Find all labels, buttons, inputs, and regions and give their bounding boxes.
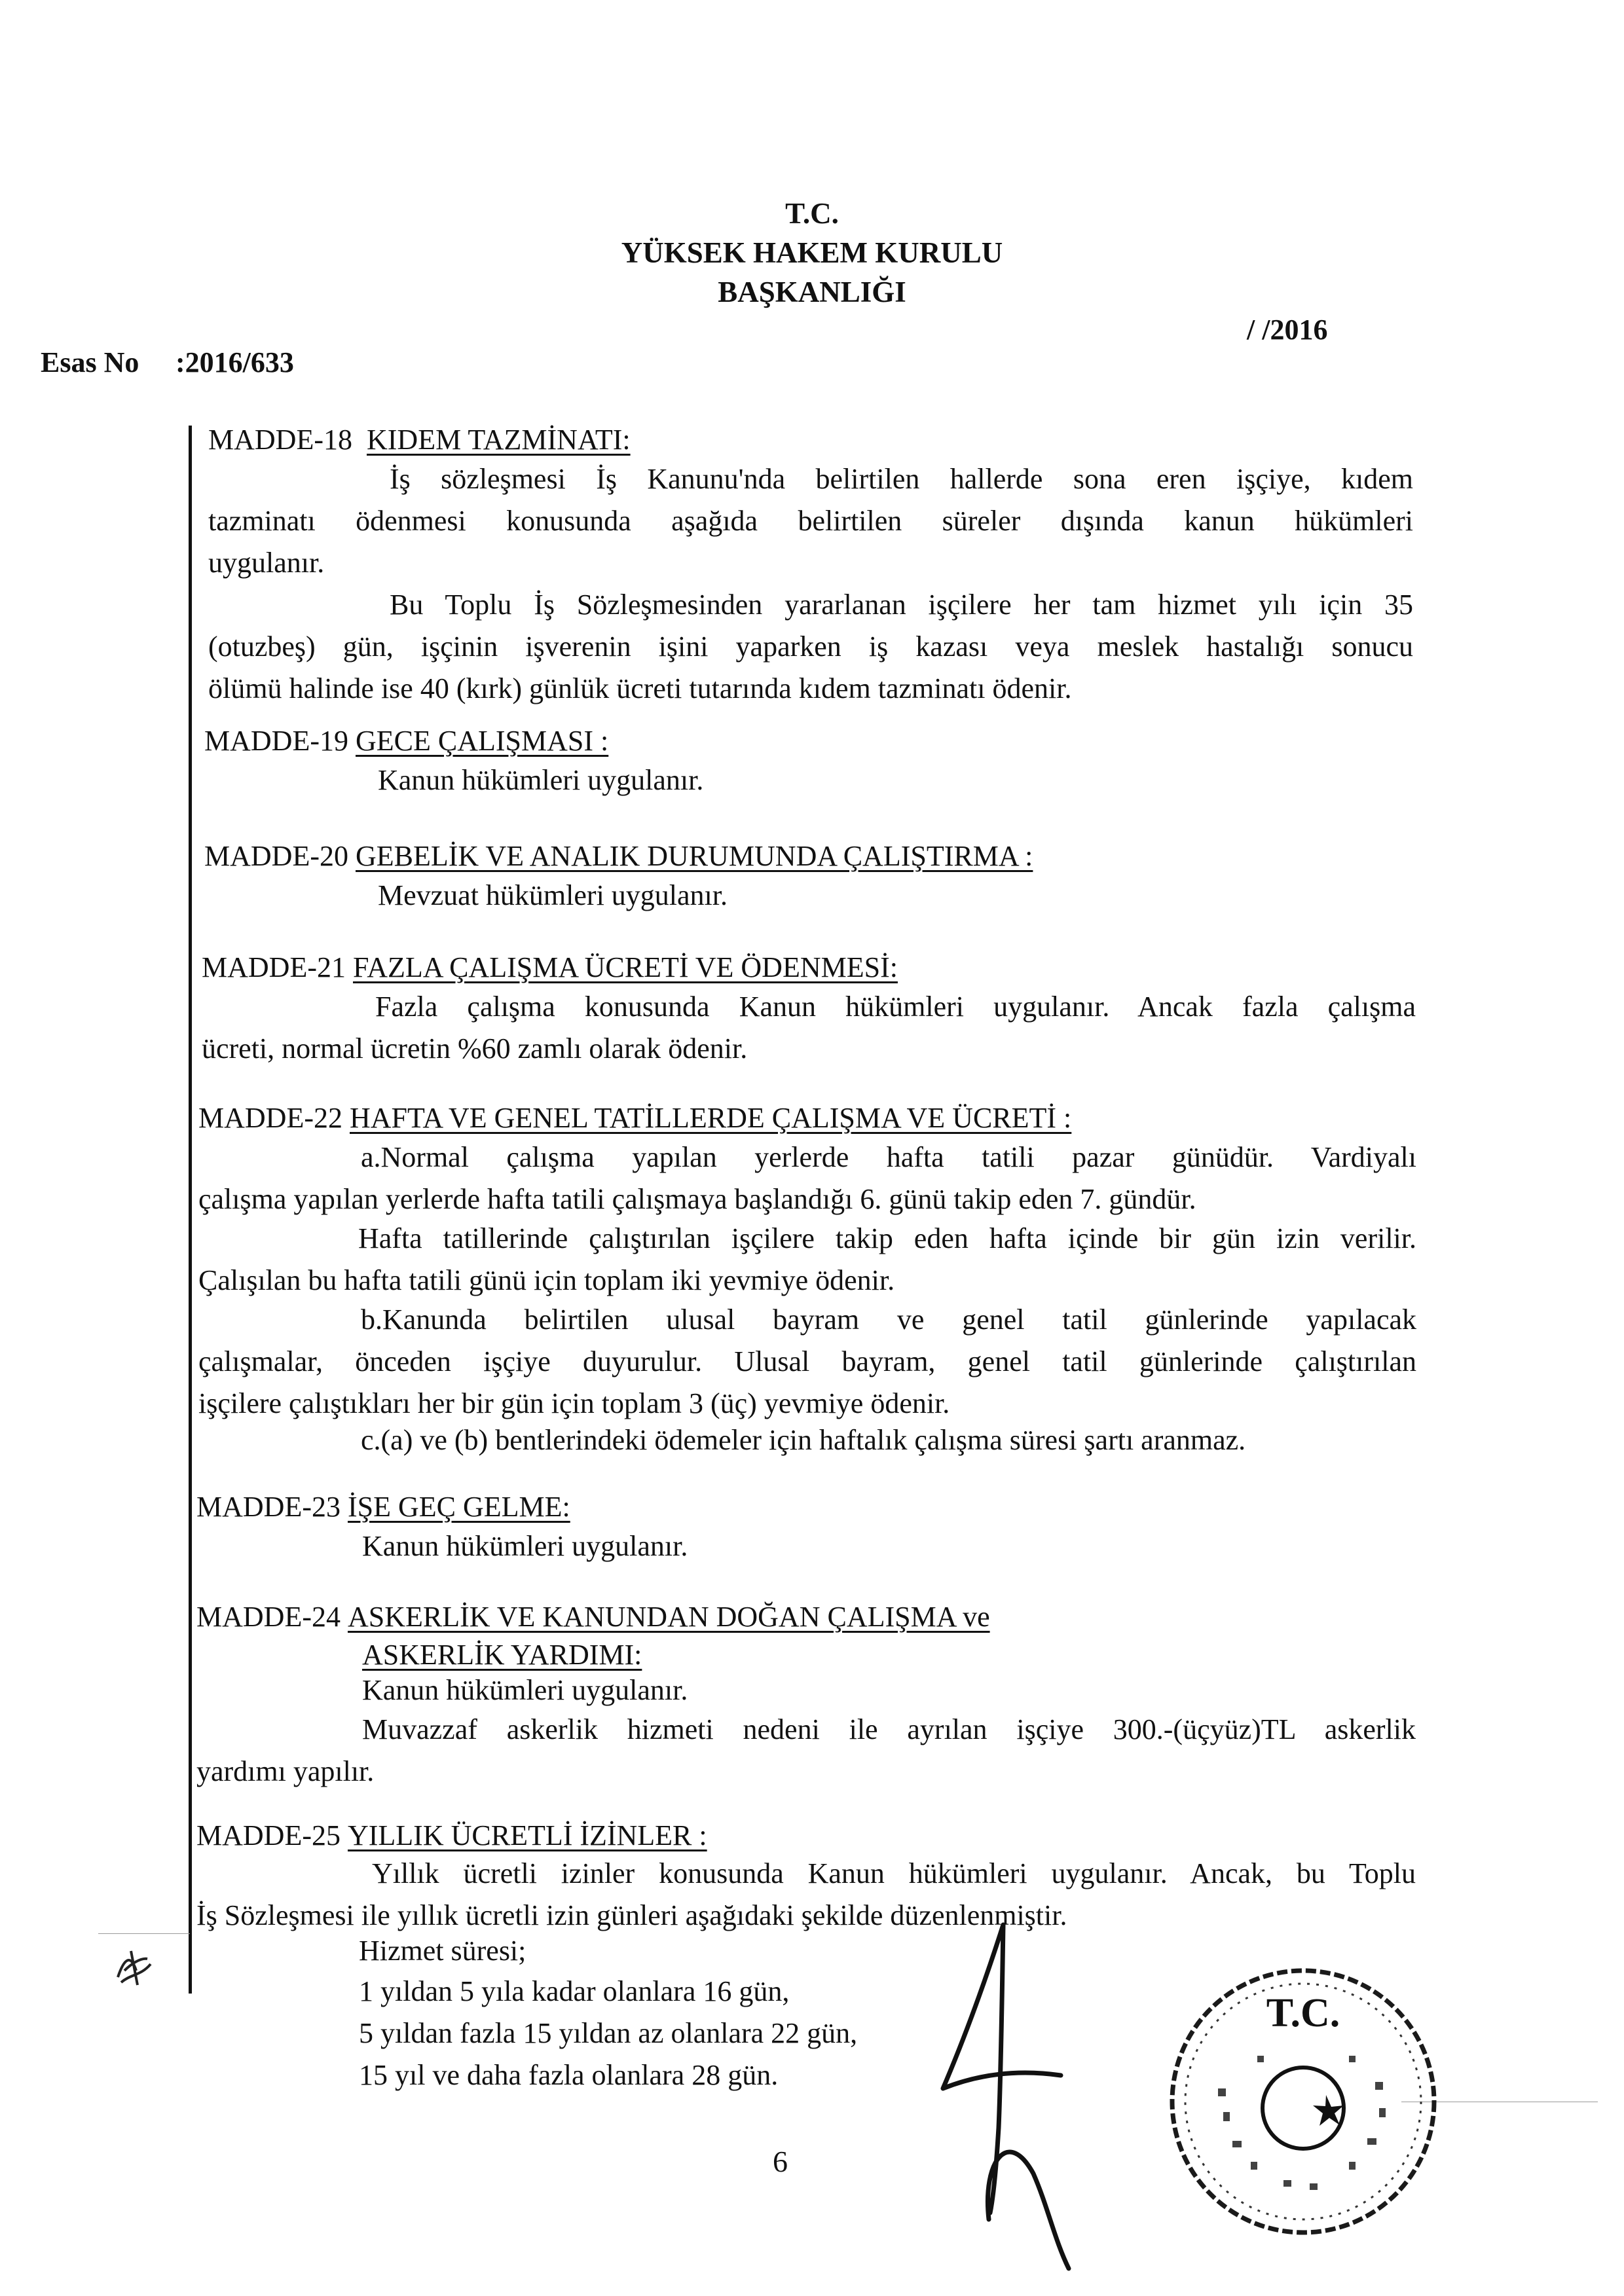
article-22-paragraph-c (361, 1419, 1246, 1461)
article-22-paragraph-b (198, 1299, 1416, 1425)
article-22-paragraph-holiday (198, 1218, 1416, 1302)
article-20-heading (204, 835, 1033, 877)
text-line: Muvazzaf askerlik hizmeti nedeni ile ayrılan işçiye 300.-(üçyüz)TL askerlik (362, 1713, 1416, 1745)
text-line: çalışmalar, önceden işçiye duyurulur. Ulusal bayram, genel tatil günlerinde çalıştırılan (198, 1345, 1416, 1377)
header-tc: T.C. (785, 197, 839, 230)
document-date: / /2016 (1247, 314, 1328, 346)
text-line: Kanun hükümleri uygulanır. (362, 1530, 688, 1562)
article-25-heading (196, 1815, 707, 1857)
text-line: uygulanır. (208, 547, 325, 579)
text-line: tazminatı ödenmesi konusunda aşağıda belirtilen süreler dışında kanun hükümleri (208, 505, 1413, 537)
article-number: MADDE-20 (204, 840, 348, 872)
article-number: MADDE-21 (202, 951, 346, 983)
text-line: işçilere çalıştıkları her bir gün için toplam 3 (üç) yevmiye ödenir. (198, 1387, 950, 1419)
article-25-list-intro (359, 1930, 526, 1972)
article-title: HAFTA VE GENEL TATİLLERDE ÇALIŞMA VE ÜCRETİ : (349, 1102, 1072, 1134)
article-19-heading (204, 720, 608, 762)
article-title: KIDEM TAZMİNATI: (366, 424, 631, 456)
article-number: MADDE-19 (204, 725, 348, 757)
article-title: GEBELİK VE ANALIK DURUMUNDA ÇALIŞTIRMA : (355, 840, 1033, 872)
article-23-heading (196, 1486, 570, 1528)
article-title: ASKERLİK VE KANUNDAN DOĞAN ÇALIŞMA ve (347, 1601, 990, 1633)
text-line: Mevzuat hükümleri uygulanır. (378, 879, 728, 911)
text-line: Kanun hükümleri uygulanır. (362, 1674, 688, 1706)
text-line: Fazla çalışma konusunda Kanun hükümleri uygulanır. Ancak fazla çalışma (375, 991, 1416, 1023)
text-line: b.Kanunda belirtilen ulusal bayram ve genel tatil günlerinde yapılacak (361, 1303, 1416, 1336)
article-23-text (362, 1525, 688, 1567)
header-presidency: BAŞKANLIĞI (718, 276, 906, 308)
text-line: İş Sözleşmesi ile yıllık ücretli izin günleri aşağıdaki şekilde düzenlenmiştir. (196, 1899, 1067, 1931)
official-seal-icon (1159, 1958, 1447, 2246)
esas-label: Esas No (41, 346, 139, 378)
article-22-heading (198, 1097, 1071, 1139)
list-item: 5 yıldan fazla 15 yıldan az olanlara 22 gün, (359, 2017, 858, 2049)
text-line: Çalışılan bu hafta tatili günü için toplam iki yevmiye ödenir. (198, 1264, 895, 1296)
article-24-text-2 (196, 1709, 1416, 1793)
article-title: GECE ÇALIŞMASI : (355, 725, 609, 757)
header-institution: YÜKSEK HAKEM KURULU (621, 236, 1003, 269)
text-line: Hafta tatillerinde çalıştırılan işçilere takip eden hafta içinde bir gün izin verilir. (358, 1222, 1416, 1254)
article-20-text (378, 875, 728, 917)
text-line: Kanun hükümleri uygulanır. (378, 764, 704, 796)
article-title: YILLIK ÜCRETLİ İZİNLER : (347, 1819, 707, 1851)
text-line: Yıllık ücretli izinler konusunda Kanun hükümleri uygulanır. Ancak, bu Toplu (372, 1857, 1416, 1889)
left-margin-rule (189, 426, 192, 1994)
article-number: MADDE-24 (196, 1601, 341, 1633)
text-line: çalışma yapılan yerlerde hafta tatili çalışmaya başlandığı 6. günü takip eden 7. gündür. (198, 1183, 1196, 1215)
text-line: ölümü halinde ise 40 (kırk) günlük ücreti tutarında kıdem tazminatı ödenir. (208, 672, 1072, 704)
text-line: İş sözleşmesi İş Kanunu'nda belirtilen hallerde sona eren işçiye, kıdem (390, 463, 1413, 495)
article-title: İŞE GEÇ GELME: (347, 1491, 570, 1523)
article-25-list (359, 1971, 857, 2096)
text-line: ücreti, normal ücretin %60 zamlı olarak ödenir. (202, 1032, 748, 1065)
article-25-text (196, 1853, 1416, 1937)
signature-icon (917, 1912, 1107, 2278)
esas-number: :2016/633 (175, 346, 294, 378)
article-18-paragraph-1 (208, 458, 1413, 584)
text-line: Hizmet süresi; (359, 1935, 526, 1967)
article-title: FAZLA ÇALIŞMA ÜCRETİ VE ÖDENMESİ: (352, 951, 898, 983)
article-number: MADDE-25 (196, 1819, 341, 1851)
article-18-heading (208, 419, 631, 461)
initials-mark-icon (111, 1944, 157, 1990)
list-item: 15 yıl ve daha fazla olanlara 28 gün. (359, 2059, 779, 2091)
text-line: yardımı yapılır. (196, 1755, 375, 1787)
article-21-text (202, 986, 1416, 1070)
text-line: c.(a) ve (b) bentlerindeki ödemeler için haftalık çalışma süresi şartı aranmaz. (361, 1424, 1246, 1456)
article-24-text-1 (362, 1669, 688, 1711)
article-title-continued: ASKERLİK YARDIMI: (362, 1639, 642, 1671)
article-number: MADDE-22 (198, 1102, 342, 1134)
article-18-paragraph-2 (208, 584, 1413, 710)
article-19-text (378, 759, 703, 801)
list-item: 1 yıldan 5 yıla kadar olanlara 16 gün, (359, 1975, 790, 2007)
seal-text: T.C. (1266, 1991, 1340, 2035)
article-number: MADDE-18 (208, 424, 352, 456)
page-number: 6 (773, 2145, 788, 2178)
article-21-heading (202, 947, 898, 989)
article-24-heading (196, 1596, 990, 1638)
text-line: Bu Toplu İş Sözleşmesinden yararlanan işçilere her tam hizmet yılı için 35 (390, 589, 1413, 621)
text-line: (otuzbeş) gün, işçinin işverenin işini yaparken iş kazası veya meslek hastalığı sonucu (208, 630, 1413, 663)
text-line: a.Normal çalışma yapılan yerlerde hafta tatili pazar günüdür. Vardiyalı (361, 1141, 1416, 1173)
article-number: MADDE-23 (196, 1491, 341, 1523)
article-22-paragraph-a (198, 1137, 1416, 1220)
scan-line-left (98, 1933, 190, 1934)
